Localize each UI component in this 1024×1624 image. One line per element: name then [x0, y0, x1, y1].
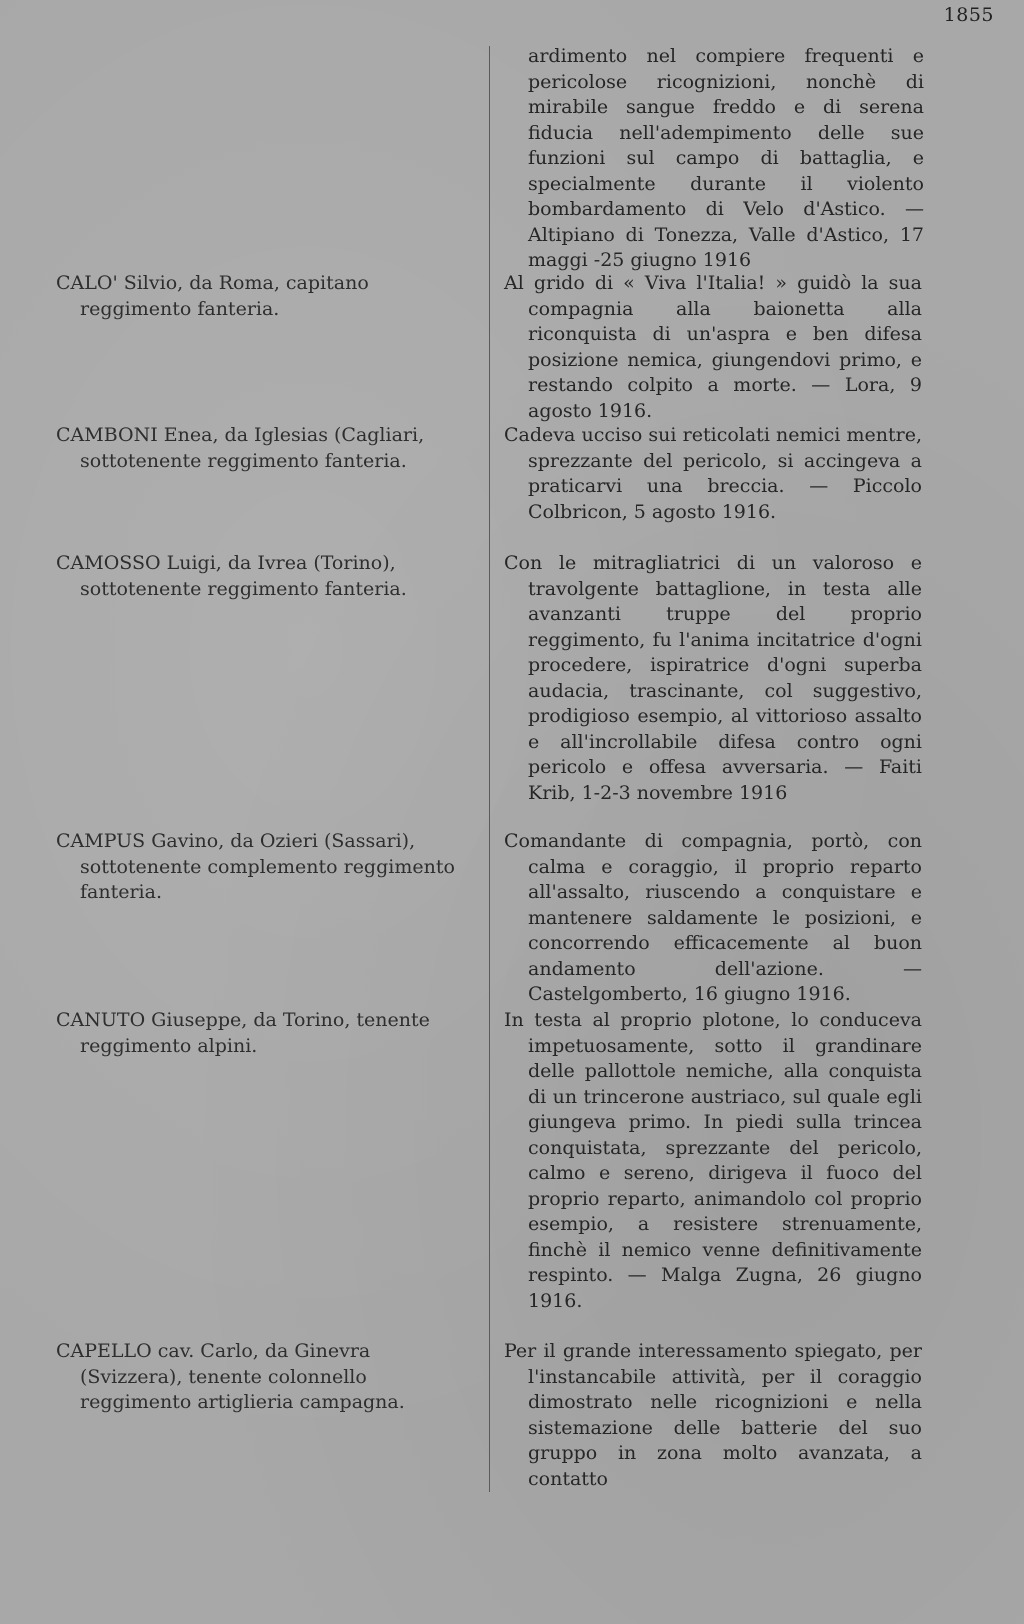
motivation-text: In testa al proprio plotone, lo conduceva impetuosamente, sotto il grandinare delle pallottole nemiche, alla conquista di un trincerone austriaco, sul quale egli giungeva primo. In piedi sulla trincea conquistata, sprezzante del pericolo, calmo e sereno, dirigeva il fuoco del proprio reparto, animandolo col proprio esempio, a resistere strenuamente, finchè il nemico venne definitivamente respinto. — Malga Zugna, 26 giugno 1916.: [504, 1009, 922, 1312]
motivation-calo: [504, 271, 922, 424]
motivation-text: Al grido di « Viva l'Italia! » guidò la sua compagnia alla baionetta alla riconquista di un'aspra e ben difesa posizione nemica, giungendovi primo, e restando colpito a morte. — Lora, 9 agosto 1916.: [504, 272, 922, 422]
motivation-continuation: [504, 44, 924, 274]
recipient-name: CAMBONI Enea, da Iglesias (Cagliari, sottotenente reggimento fanteria.: [56, 424, 425, 472]
entry-name-camosso: [56, 551, 468, 602]
page-number: 1855: [943, 4, 994, 26]
motivation-capello: [504, 1339, 922, 1492]
entry-name-capello: [56, 1339, 468, 1416]
motivation-camosso: [504, 551, 922, 806]
motivation-text: Con le mitragliatrici di un valoroso e travolgente battaglione, in testa alle avanzanti truppe del proprio reggimento, fu l'anima incitatrice d'ogni procedere, ispiratrice d'ogni superba audacia, trascinante, col suggestivo, prodigioso esempio, al vittorioso assalto e all'incrollabile difesa contro ogni pericolo e offesa avversaria. — Faiti Krib, 1-2-3 novembre 1916: [504, 552, 922, 804]
entry-name-canuto: [56, 1008, 468, 1059]
recipient-name: CAMPUS Gavino, da Ozieri (Sassari), sottotenente complemento reggimento fanteria.: [56, 830, 455, 903]
recipient-name: CANUTO Giuseppe, da Torino, tenente reggimento alpini.: [56, 1009, 430, 1057]
motivation-text: Per il grande interessamento spiegato, per l'instancabile attività, per il coraggio dimostrato nelle ricognizioni e nella sistemazione delle batterie del suo gruppo in zona molto avanzata, a contatto: [504, 1340, 922, 1490]
motivation-text: Comandante di compagnia, portò, con calma e coraggio, il proprio reparto all'assalto, riuscendo a conquistare e mantenere saldamente le posizioni, e concorrendo efficacemente al buon andamento dell'azione. — Castelgomberto, 16 giugno 1916.: [504, 830, 922, 1005]
recipient-name: CAMOSSO Luigi, da Ivrea (Torino), sottotenente reggimento fanteria.: [56, 552, 407, 600]
recipient-name: CALO' Silvio, da Roma, capitano reggimento fanteria.: [56, 272, 369, 320]
motivation-canuto: [504, 1008, 922, 1314]
recipient-name: CAPELLO cav. Carlo, da Ginevra (Svizzera), tenente colonnello reggimento artiglieria campagna.: [56, 1340, 405, 1413]
entry-name-calo: [56, 271, 468, 322]
motivation-campus: [504, 829, 922, 1008]
entry-name-camboni: [56, 423, 468, 474]
motivation-text: ardimento nel compiere frequenti e pericolose ricognizioni, nonchè di mirabile sangue freddo e di serena fiducia nell'adempimento delle sue funzioni sul campo di battaglia, e specialmente durante il violento bombardamento di Velo d'Astico. — Altipiano di Tonezza, Valle d'Astico, 17 maggi -25 giugno 1916: [528, 45, 924, 271]
entry-name-campus: [56, 829, 468, 906]
motivation-text: Cadeva ucciso sui reticolati nemici mentre, sprezzante del pericolo, si accingeva a praticarvi una breccia. — Piccolo Colbricon, 5 agosto 1916.: [504, 424, 922, 523]
motivation-camboni: [504, 423, 922, 525]
column-divider: [489, 46, 490, 1492]
